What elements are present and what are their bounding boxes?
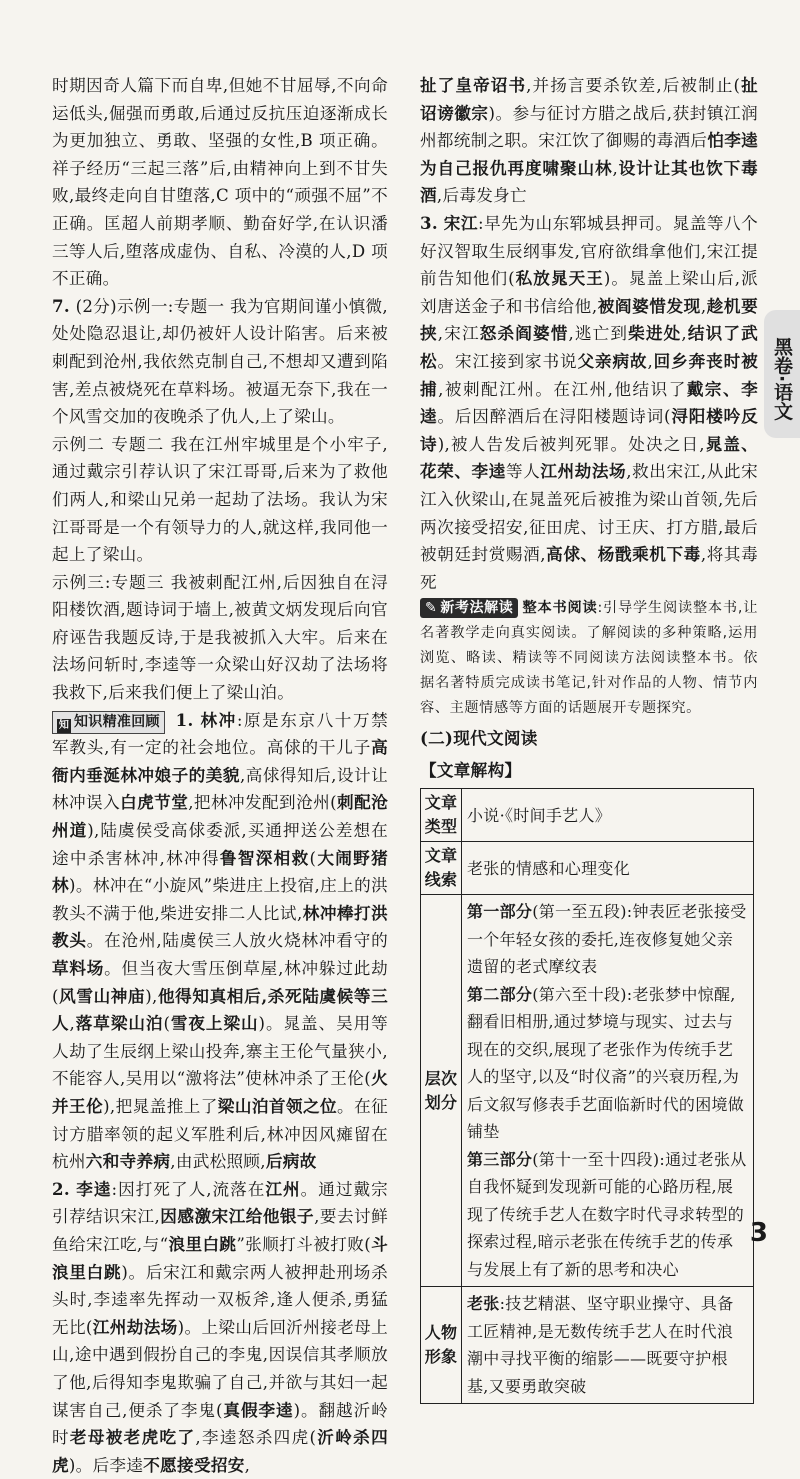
key-phrase: 江州劫法场: [92, 1316, 178, 1337]
key-phrase: 草料场: [52, 958, 105, 978]
text-run: ,: [69, 1014, 76, 1034]
example-two: 示例二 专题二 我在江州牢城里是个小牢子,通过戴宗引荐认识了宋江哥哥,后来为了救他们两人,和梁山兄弟一起劫了法场。我认为宋江哥哥是一个有领导力的人,就这样,我同他一起上了梁山。: [52, 434, 388, 565]
text-run: 。在沧州,陆虞侯三人放火烧林冲看守的: [86, 931, 388, 951]
text-run: ),把晁盖推上了: [103, 1096, 218, 1116]
text-run: ,被刺配江州。在江州,他结识了: [438, 379, 687, 399]
key-phrase: 雪夜上梁山: [170, 1013, 259, 1034]
text-run: 。通过戴宗引荐结识宋江,: [52, 1179, 389, 1227]
article-analysis-table: [420, 788, 754, 1404]
text-run: ),: [145, 986, 158, 1006]
left-column: [52, 72, 388, 1479]
text-run: ,: [244, 1455, 251, 1475]
key-phrase: 老母被老虎吃了: [69, 1427, 196, 1448]
text-run: )。参与征讨方腊之战后,获封镇江润州都统制之职。宋江饮了御赐的毒酒后: [420, 103, 758, 151]
text-run: ,李逵怒杀四虎(: [195, 1428, 317, 1448]
text-run: ”张顺打斗被打败(: [236, 1234, 371, 1254]
key-phrase: 私放晁天王: [514, 268, 604, 289]
item-number: 3.: [420, 212, 438, 233]
key-phrase: 不愿接受招安: [143, 1454, 245, 1475]
text-run: ,并扬言要杀钦差,后被制止(: [526, 76, 741, 95]
example-one: (2分)示例一:专题一 我为官期间谨小慎微,处处隐忍退让,却仍被奸人设计陷害。后来被刺配到沧州,我依然克制自己,不想却又遭到陷害,差点被烧死在草料场。被逼无奈下,我在一个风雪交加的夜晚杀了仇人,上了梁山。: [52, 296, 389, 427]
item-number: 2.: [52, 1178, 70, 1199]
subject-side-tab: [764, 310, 800, 438]
text-run: ,把林冲发配到沧州(: [188, 793, 337, 813]
knowledge-review-tag: 知 知识精准回顾: [52, 711, 165, 734]
key-phrase: 真假李逵: [222, 1399, 294, 1420]
character-name: 宋江: [443, 212, 479, 233]
row-header: 人物形象: [421, 1287, 462, 1404]
text-run: )。翻越沂岭时: [52, 1400, 388, 1448]
question-number: 7.: [52, 295, 70, 316]
knowledge-item-lin-chong: [52, 707, 388, 1176]
part-one: 第一部分(第一至五段):钟表匠老张接受一个年轻女孩的委托,连夜修复她父亲遗留的老式摩纹表: [467, 902, 747, 977]
text-run: ,: [700, 296, 707, 316]
text-run: )。后宋江和戴宗两人被押赴刑场杀头时,李逵率先挥动一双板斧,逢人便杀,勇猛无比(: [52, 1262, 388, 1337]
row-header: 文章类型: [421, 789, 462, 842]
key-phrase: 大闹野猪林: [52, 847, 389, 896]
key-phrase: 父亲病故: [577, 350, 648, 371]
row-header: 文章线索: [421, 842, 462, 895]
key-phrase: 刺配沧州道: [52, 792, 389, 841]
answer-paragraph-6: 时期因奇人篇下而自卑,但她不甘屈辱,不向命运低头,倔强而勇敢,后通过反抗压迫逐渐成长为更加独立、勇敢、坚强的女性,B 项正确。祥子经历“三起三落”后,由精神向上到不甘失败,最终走向自甘堕落,C 项中的“顽强不屈”不正确。匡超人前期孝顺、勤奋好学,在认识潘三等人后,堕落成虚伪、自私、冷漠的人,D 项不正确。: [52, 76, 388, 289]
text-run: ),陆虞侯受高俅委派,买通押送公差想在途中杀害林冲,林冲得: [52, 821, 388, 868]
new-exam-tag: ✎ 新考法解读: [420, 598, 518, 618]
key-phrase: 怒杀阎婆惜: [479, 323, 569, 344]
key-phrase: 浪里白跳: [168, 1233, 237, 1254]
row-value: [462, 895, 754, 1287]
key-phrase: 扯诏谤徽宗: [420, 75, 758, 123]
text-run: ),被人告发后被判死罪。处决之日,: [437, 434, 705, 454]
new-exam-text: :引导学生阅读整本书,让名著教学走向真实阅读。了解阅读的多种策略,运用浏览、略读、精读等不同阅读方法阅读整本书。依据名著特质完成读书笔记,针对作品的人物、情节内容、主题情感等方面的话题展开专题探究。: [420, 600, 758, 717]
song-jiang-description: [420, 214, 758, 592]
item-number: 1.: [175, 709, 194, 730]
part-two: 第二部分(第六至十段):老张梦中惊醒,翻看旧相册,通过梦境与现实、过去与现在的交织,展现了老张作为传统手艺人的坚守,以及“时仪斋”的兴衰历程,为后文叙写修表手艺面临新时代的困境做铺垫: [467, 984, 745, 1142]
table-row: [421, 895, 754, 1287]
key-phrase: 戴宗、李逵: [420, 378, 758, 427]
knowledge-item-song-jiang: [420, 210, 758, 596]
text-run: 等人: [505, 462, 541, 482]
key-phrase: 沂岭杀四虎: [52, 1427, 388, 1475]
key-phrase: 高衙内垂涎林冲娘子的美貌: [52, 737, 388, 785]
key-phrase: 火并王伦: [52, 1068, 388, 1116]
text-run: )。晁盖、吴用等人劫了生辰纲上梁山投奔,寨主王伦气量狭小,不能容人,吴用以“激将法”使林冲杀了王伦(: [52, 1014, 389, 1089]
knowledge-item-li-kui: [52, 1176, 388, 1479]
text-run: :原是东京八十万禁军教头,有一定的社会地位。高俅的干儿子: [52, 710, 389, 758]
text-run: 。但当夜大雪压倒草屋,林冲躲过此劫(: [52, 959, 388, 1006]
text-run: ,高俅得知后,设计让林冲误入: [52, 765, 388, 813]
key-phrase: 浔阳楼吟反诗: [420, 406, 758, 454]
text-run: ,: [612, 158, 619, 178]
key-phrase: 江州: [265, 1178, 301, 1199]
text-run: ,由武松照顾,: [170, 1152, 266, 1172]
table-row: [421, 1287, 754, 1404]
key-phrase: 回乡奔丧时被捕: [420, 350, 758, 399]
example-three: 示例三:专题三 我被刺配江州,后因独自在浔阳楼饮酒,题诗词于墙上,被黄文炳发现后向官府诬告我题反诗,于是我被抓入大牢。后来在法场问斩时,李逵等一众梁山好汉劫了法场将我救下,后来我们便上了梁山泊。: [52, 572, 388, 703]
text-run: ,逃亡到: [568, 324, 629, 344]
text-run: 。后因醉酒后在浔阳楼题诗词(: [437, 407, 671, 427]
key-phrase: 后病故: [265, 1151, 317, 1172]
right-column: [420, 72, 758, 1404]
text-run: ,: [681, 324, 687, 344]
key-phrase: 怕李逵为自己报仇再度啸聚山林: [420, 130, 758, 178]
key-phrase: 落草梁山泊: [75, 1013, 164, 1034]
text-run: )。晁盖上梁山后,派刘唐送金子和书信给他,: [420, 269, 758, 316]
text-run: ,宋江: [437, 324, 480, 344]
part-three: 第三部分(第十一至十四段):通过老张从自我怀疑到发现新可能的心路历程,展现了传统手艺人在数字时代寻求转型的探索过程,暗示老张在传统手艺的传承与发展上有了新的思考和决心: [467, 1149, 747, 1279]
table-row: [421, 842, 754, 895]
key-phrase: 设计让其也饮下毒酒: [420, 157, 758, 206]
key-phrase: 柴进处: [628, 323, 682, 344]
character-name: 林冲: [200, 709, 237, 730]
key-phrase: 鲁智深相救: [219, 847, 310, 868]
key-phrase: 他得知真相后,杀死陆虞候等三人: [52, 985, 389, 1034]
row-header: 层次划分: [421, 895, 462, 1287]
key-phrase: 风雪山神庙: [58, 985, 146, 1006]
analysis-title: 【文章解构】: [420, 759, 522, 780]
key-phrase: 因感激宋江给他银子: [160, 1206, 315, 1227]
text-run: ,将其毒死: [420, 545, 758, 592]
key-phrase: 结识了武松: [420, 323, 759, 371]
text-run: 。宋江接到家书说: [437, 351, 578, 371]
key-phrase: 趁机要挟: [420, 295, 758, 344]
row-value: 小说·《时间手艺人》: [462, 789, 754, 842]
character-name: 李逵: [76, 1178, 112, 1199]
text-run: ,要去讨鲜鱼给宋江吃,与“: [52, 1207, 389, 1254]
li-kui-description: [52, 1180, 388, 1475]
text-run: :因打死了人,流落在: [111, 1179, 266, 1199]
lin-chong-description: [52, 711, 388, 1172]
text-run: ,: [647, 351, 654, 371]
key-phrase: 斗浪里白跳: [52, 1233, 388, 1282]
text-run: :早先为山东郓城县押司。晁盖等八个好汉智取生辰纲事发,官府欲缉拿他们,宋江提前告知他们(: [420, 213, 758, 289]
text-run: )。上梁山后回沂州接老母上山,途中遇到假扮自己的李鬼,因误信其孝顺放了他,后得知李鬼欺骗了自己,并欲与其妇一起谋害自己,便杀了李鬼(: [52, 1317, 389, 1420]
key-phrase: 林冲棒打洪教头: [52, 902, 388, 951]
text-run: ,后毒发身亡: [436, 186, 527, 206]
question-7-answer: [52, 293, 388, 431]
section-title: (二)现代文阅读: [420, 728, 538, 749]
text-run: (: [163, 1014, 171, 1034]
key-phrase: 白虎节堂: [120, 792, 189, 813]
text-run: 。在征讨方腊率领的起义军胜利后,林冲因风瘫留在杭州: [52, 1096, 388, 1172]
key-phrase: 江州劫法场: [540, 461, 627, 482]
table-row: [421, 789, 754, 842]
new-exam-interpretation: [420, 596, 758, 721]
side-tab-label: 黑卷·语文: [771, 337, 793, 421]
li-kui-continued: [420, 72, 758, 210]
text-run: (: [309, 848, 317, 868]
key-phrase: 六和寺养病: [85, 1151, 171, 1172]
text-run: ,救出宋江,从此宋江入伙梁山,在晁盖死后被推为梁山首领,先后两次接受招安,征田虎、讨王庆、打方腊,最后被朝廷封赏赐酒,: [420, 462, 758, 565]
new-exam-lead: 整本书阅读: [522, 600, 598, 617]
row-value: 老张的情感和心理变化: [462, 842, 754, 895]
key-phrase: 梁山泊首领之位: [217, 1095, 338, 1116]
text-run: )。后李逵: [68, 1455, 144, 1475]
lightbulb-icon: ✎: [425, 600, 438, 617]
text-run: )。林冲在“小旋风”柴进庄上投宿,庄上的洪教头不满于他,柴进安排二人比试,: [52, 876, 388, 923]
key-phrase: 被阎婆惜发现: [597, 295, 701, 316]
key-phrase: 高俅、杨戬乘机下毒: [545, 544, 701, 565]
key-phrase: 晁盖、花荣、李逵: [420, 433, 758, 482]
book-icon: 知: [58, 719, 70, 731]
page-number: 3: [749, 1218, 768, 1248]
row-value: 老张:技艺精湛、坚守职业操守、具备工匠精神,是无数传统手艺人在时代浪潮中寻找平衡的缩影——既要守护根基,又要勇敢突破: [462, 1287, 754, 1404]
key-phrase: 扯了皇帝诏书: [420, 75, 527, 95]
